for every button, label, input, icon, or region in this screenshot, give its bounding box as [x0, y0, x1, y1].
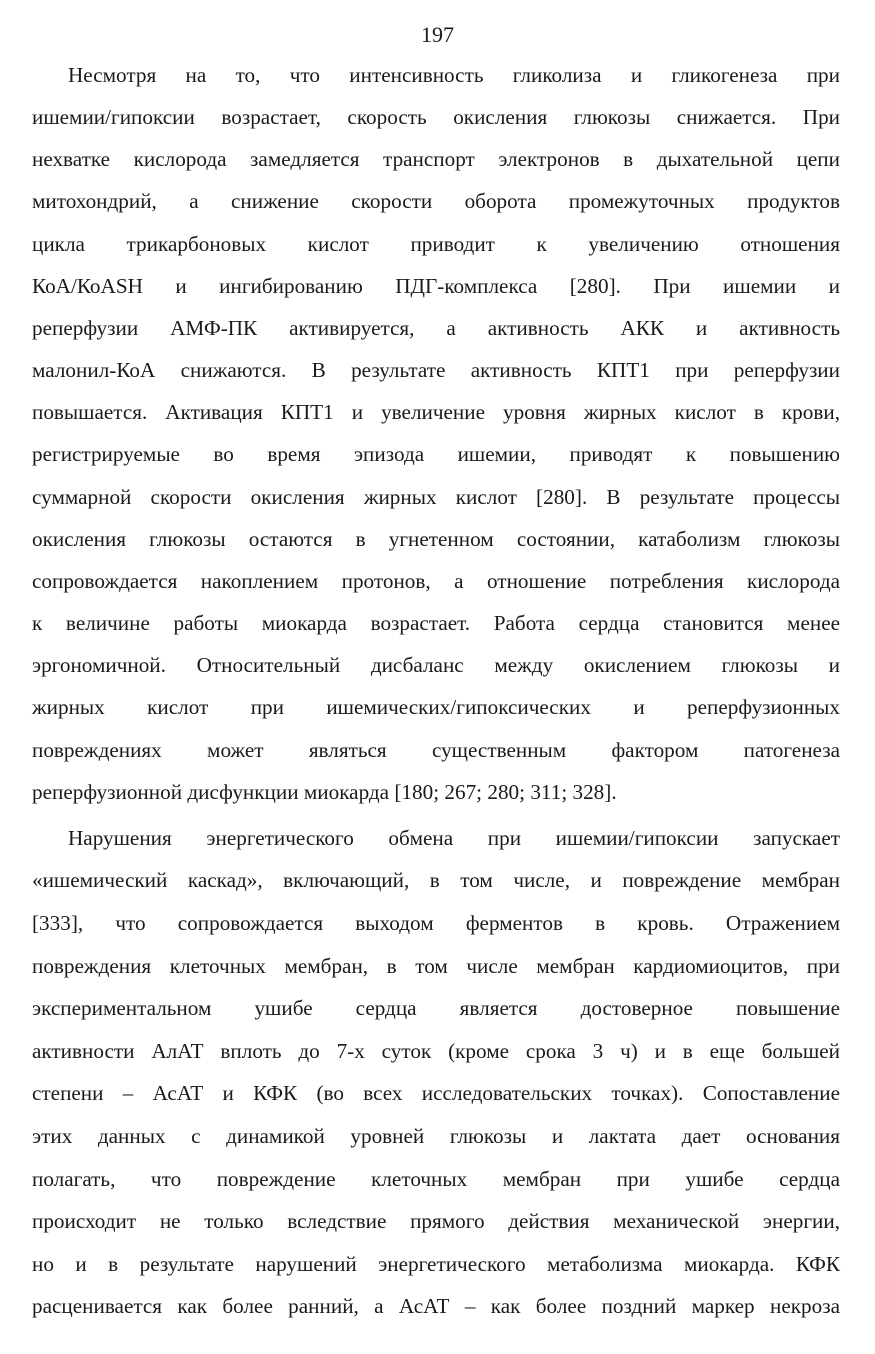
text-line: «ишемический каскад», включающий, в том числе, и повреждение мембран [32, 868, 840, 893]
text-line: Несмотря на то, что интенсивность гликолиза и гликогенеза при [68, 63, 840, 87]
body-text [32, 54, 840, 1328]
text-line: повреждениях может являться существенным фактором патогенеза [32, 737, 840, 762]
text-line: малонил-КоА снижаются. В результате активность КПТ1 при реперфузии [32, 358, 840, 383]
text-line: Нарушения энергетического обмена при ишемии/гипоксии запускает [68, 825, 840, 850]
text-line: происходит не только вследствие прямого действия механической энергии, [32, 1209, 840, 1234]
text-line: регистрируемые во время эпизода ишемии, приводят к повышению [32, 442, 840, 467]
text-line: нехватке кислорода замедляется транспорт электронов в дыхательной цепи [32, 147, 840, 172]
text-line: [333], что сопровождается выходом ферментов в кровь. Отражением [32, 911, 840, 935]
text-line: этих данных с динамикой уровней глюкозы и лактата дает основания [32, 1123, 840, 1148]
text-line: сопровождается накоплением протонов, а отношение потребления кислорода [32, 568, 840, 593]
text-line: суммарной скорости окисления жирных кислот [280]. В результате процессы [32, 484, 840, 509]
text-line: цикла трикарбоновых кислот приводит к увеличению отношения [32, 231, 840, 256]
text-line: расценивается как более ранний, а АсАТ – как более поздний маркер некроза [32, 1294, 840, 1319]
text-line: митохондрий, а снижение скорости оборота промежуточных продуктов [32, 189, 840, 214]
text-line: повреждения клеточных мембран, в том числе мембран кардиомиоцитов, при [32, 953, 840, 978]
page-number: 197 [421, 22, 454, 47]
text-line: повышается. Активация КПТ1 и увеличение уровня жирных кислот в крови, [32, 400, 840, 425]
text-line: жирных кислот при ишемических/гипоксических и реперфузионных [32, 695, 840, 720]
text-line: степени – АсАТ и КФК (во всех исследовательских точках). Сопоставление [32, 1081, 840, 1106]
text-line: но и в результате нарушений энергетического метаболизма миокарда. КФК [32, 1251, 840, 1276]
paragraph-2 [32, 817, 840, 1328]
text-line: ишемии/гипоксии возрастает, скорость окисления глюкозы снижается. При [32, 105, 840, 130]
text-line: экспериментальном ушибе сердца является достоверное повышение [32, 996, 840, 1021]
text-line: окисления глюкозы остаются в угнетенном состоянии, катаболизм глюкозы [32, 526, 840, 551]
text-line: КоА/КоASH и ингибированию ПДГ-комплекса [280]. При ишемии и [32, 273, 840, 298]
text-line: активности АлАТ вплоть до 7-х суток (кроме срока 3 ч) и в еще большей [32, 1038, 840, 1063]
text-line: полагать, что повреждение клеточных мембран при ушибе сердца [32, 1166, 840, 1191]
text-line: к величине работы миокарда возрастает. Работа сердца становится менее [32, 611, 840, 636]
text-line: эргономичной. Относительный дисбаланс между окислением глюкозы и [32, 653, 840, 678]
text-line: реперфузии АМФ-ПК активируется, а активность АКК и активность [32, 315, 840, 340]
text-line: реперфузионной дисфункции миокарда [180; 267; 280; 311; 328]. [32, 779, 617, 804]
paragraph-1 [32, 54, 840, 813]
